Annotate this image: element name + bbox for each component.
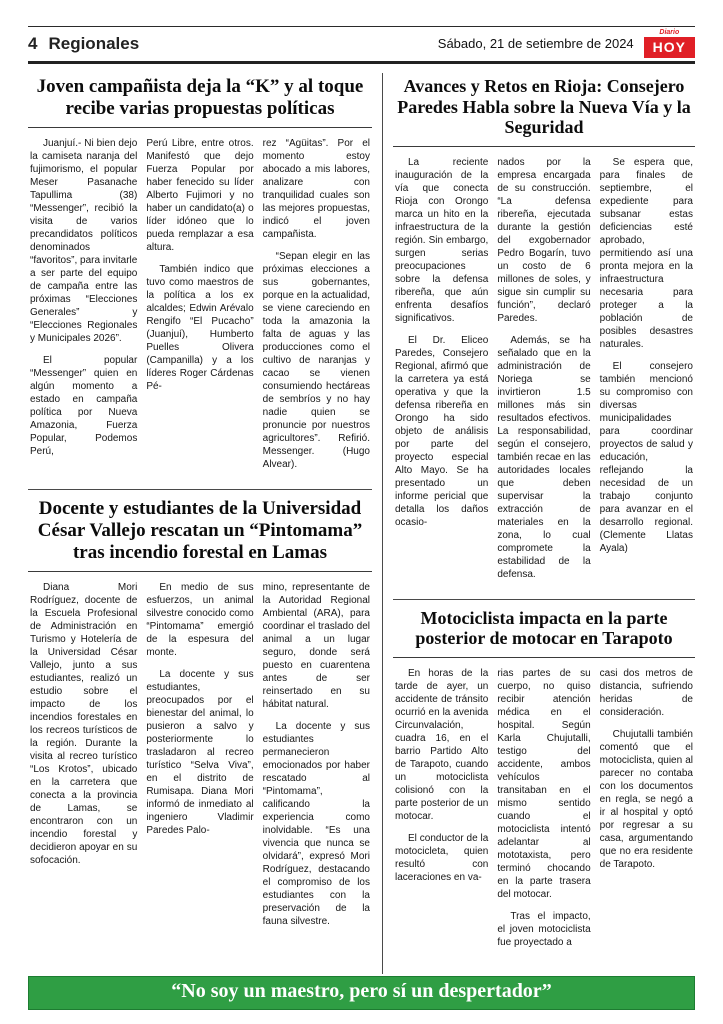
paragraph: El conductor de la motocicleta, quien resultó con laceraciones en va- — [395, 832, 489, 883]
paragraph: rias partes de su cuerpo, no quiso recibir atención médica en el hospital. Según Karla Chujutalli, testigo del accidente, ambos vehículos transitaban en el mismo sentido cuando el motociclista intentó adelantar al mototaxista, pero terminó chocando en la parte trasera del motocar. — [497, 667, 591, 900]
article-column — [263, 581, 370, 937]
article-body — [28, 128, 372, 484]
paragraph: En medio de sus esfuerzos, un animal silvestre conocido como “Pintomama” emergió de la espesura del monte. — [146, 582, 254, 659]
section-header — [28, 34, 139, 54]
paragraph: casi dos metros de distancia, sufriendo heridas de consideración. — [599, 667, 693, 718]
page-content — [28, 64, 695, 976]
right-column — [385, 71, 695, 976]
article-column — [600, 667, 693, 958]
page-number: 4 — [28, 33, 38, 53]
article-rioja — [393, 71, 695, 594]
diario-hoy-logo — [644, 29, 695, 58]
paragraph: La docente y sus estudiantes permanecieron emocionados por haber rescatado al “Pintomama”, calificando la experiencia como inolvidable. “Es una vivencia que nunca se olvidará”, expresó Mori Rodríguez, destacando el compromiso de los estudiantes con la preservación de la fauna silvestre. — [262, 721, 370, 928]
paragraph: Además, se ha señalado que en la administración de Noriega se invirtieron 1.5 millones más sin resultados efectivos. La responsabilidad, según el consejero, también recae en las autoridades locales que deben supervisar la extracción de materiales en la zona, lo cual compromete la estabilidad de la defensa. — [497, 334, 591, 580]
left-column — [28, 71, 380, 976]
article-divider — [393, 599, 695, 600]
masthead — [28, 26, 695, 64]
paragraph: En horas de la tarde de ayer, un accidente de tránsito ocurrió en la avenida Circunvalación, cuadra 16, en el barrio Partido Alto de Tarapoto, cuando un motociclista colisionó con la parte posterior de un motocar. — [395, 667, 489, 822]
article-column — [600, 156, 693, 590]
article-column — [263, 137, 370, 480]
article-divider — [28, 489, 372, 490]
article-column — [30, 137, 137, 480]
article-title: Docente y estudiantes de la Universidad César Vallejo rescatan un “Pintomama” tras incendio forestal en Lamas — [28, 493, 372, 572]
article-title: Motociclista impacta en la parte posterior de motocar en Tarapoto — [393, 603, 695, 658]
quote-text: “No soy un maestro, pero sí un despertador” — [171, 980, 552, 1002]
article-column — [497, 156, 590, 590]
paragraph: El Dr. Eliceo Paredes, Consejero Regional, afirmó que la carretera ya está operativa y que la defensa ribereña en Orongo ha sido objeto de análisis por parte del proyecto especial Alto Mayo. Se ha presentado un informe pericial que detalla los daños ocasio- — [395, 334, 489, 528]
paragraph: El consejero también mencionó su compromiso con diversas municipalidades para coordinar proyectos de salud y educación, reflejando la necesidad de un trabajo conjunto para avanzar en el desarrollo regional.(Clemente Llatas Ayala) — [599, 360, 693, 554]
article-motociclista — [393, 603, 695, 962]
paragraph: El popular “Messenger” quien en algún momento a estado en campaña política por Nueva Amazonia, Fuerza Popular, Podemos Perú, — [30, 355, 138, 458]
article-column — [146, 137, 253, 480]
paragraph: Diana Mori Rodríguez, docente de la Escuela Profesional de Administración en Turismo y Hotelería de la Universidad César Vallejo, junto a sus estudiantes, realizó un estudio sobre el impacto de los incendios forestales en los recreos turísticos de la región. Durante la visita al recreo turístico “Los Krotos”, ubicado en la carretera que conecta a la provincia de Lamas, se encontraron con un incendio forestal y decidieron apoyar en su sofocación. — [30, 582, 138, 867]
issue-date: Sábado, 21 de setiembre de 2024 — [437, 36, 634, 51]
paragraph: Perú Libre, entre otros. Manifestó que dejo Fuerza Popular por haber fenecido su líder Alberto Fujimori y no haber un candidato(a) o líder idóneo que lo pueda remplazar a esa altura. — [146, 138, 254, 254]
article-body — [393, 147, 695, 594]
paragraph: También indico que tuvo como maestros de la política a los ex alcaldes; Edwin Arévalo Rengifo “El Pucacho” (Juanjuí), Humberto Puelles Olivera (Campanilla) y a los líderes Roger Cárdenas Pé- — [146, 264, 254, 393]
article-column — [497, 667, 590, 958]
paragraph: Se espera que, para finales de septiembre, el expediente para subsanar estas deficiencias esté aprobado, permitiendo así una pronta mejora en la infraestructura necesaria para proteger a la población de posibles desastres naturales. — [599, 156, 693, 350]
article-title: Avances y Retos en Rioja: Consejero Paredes Habla sobre la Nueva Vía y la Seguridad — [393, 71, 695, 147]
article-column — [395, 156, 488, 590]
paragraph: Tras el impacto, el joven motociclista fue proyectado a — [497, 910, 591, 948]
article-column — [146, 581, 253, 937]
paragraph: Juanjuí.- Ni bien dejo la camiseta naranja del fujimorismo, el popular Meser Pasanache Tapullima (38) “Messenger”, recibió la visita de varios precandidatos políticos denominados “favoritos”, para invitarle a ser parte del equipo de campaña entre las próximas “Elecciones Generales” y “Elecciones Regionales y Municipales 2026”. — [30, 138, 138, 345]
article-column — [30, 581, 137, 937]
center-divider — [382, 73, 383, 974]
article-campanista — [28, 71, 372, 484]
paragraph: La docente y sus estudiantes, preocupados por el bienestar del animal, lo pusieron a salvo y posteriormente lo trasladaron al recreo turístico “Selva Viva”, en el distrito de Rumisapa. Diana Mori informó de inmediato al ingeniero Vladimir Paredes Palo- — [146, 669, 254, 837]
paragraph: nados por la empresa encargada de su construcción. “La defensa ribereña, ejecutada durante la gestión del exgobernador Pedro Bogarín, tuvo un costo de 6 millones de soles, y sigue sin cumplir su función”, declaró Paredes. — [497, 156, 591, 324]
paragraph: Chujutalli también comentó que el motociclista, quien al parecer no contaba con los documentos en regla, se negó a ir al hospital y optó por regresar a su casa, argumentando que no era residente de Tarapoto. — [599, 728, 693, 870]
paragraph: La reciente inauguración de la vía que conecta Rioja con Orongo marca un hito en la infraestructura de la región. Sin embargo, surgen serias preocupaciones sobre la defensa ribereña, que aún enfrenta desafíos significativos. — [395, 156, 489, 324]
paragraph: rez “Agüitas”. Por el momento estoy abocado a mis labores, analizare con tranquilidad cuales son las mejores propuestas, indicó el joven campañista. — [262, 138, 370, 241]
article-body — [393, 658, 695, 962]
logo-diario-text: Diario — [659, 29, 680, 36]
article-title: Joven campañista deja la “K” y al toque recibe varias propuestas políticas — [28, 71, 372, 128]
article-column — [395, 667, 488, 958]
quote-banner — [28, 976, 695, 1010]
section-title: Regionales — [48, 33, 140, 53]
article-pintomama — [28, 493, 372, 941]
paragraph: “Sepan elegir en las próximas elecciones a sus gobernantes, porque en la actualidad, se viene careciendo en toda la amazonia la falta de aguas y las producciones como el cultivo de naranjas y cacao se vienen consumiendo hectáreas de sembríos y no hay nadie quien se pronuncie por nuestros agricultores”. Refirió. Messenger. (Hugo Alvear). — [262, 251, 370, 471]
article-body — [28, 572, 372, 941]
paragraph: mino, representante de la Autoridad Regional Ambiental (ARA), para coordinar el traslado del animal a un lugar seguro, donde será puesto en cuarentena antes de ser reinsertado en su hábitat natural. — [262, 582, 370, 711]
logo-hoy-text: HOY — [644, 37, 695, 58]
